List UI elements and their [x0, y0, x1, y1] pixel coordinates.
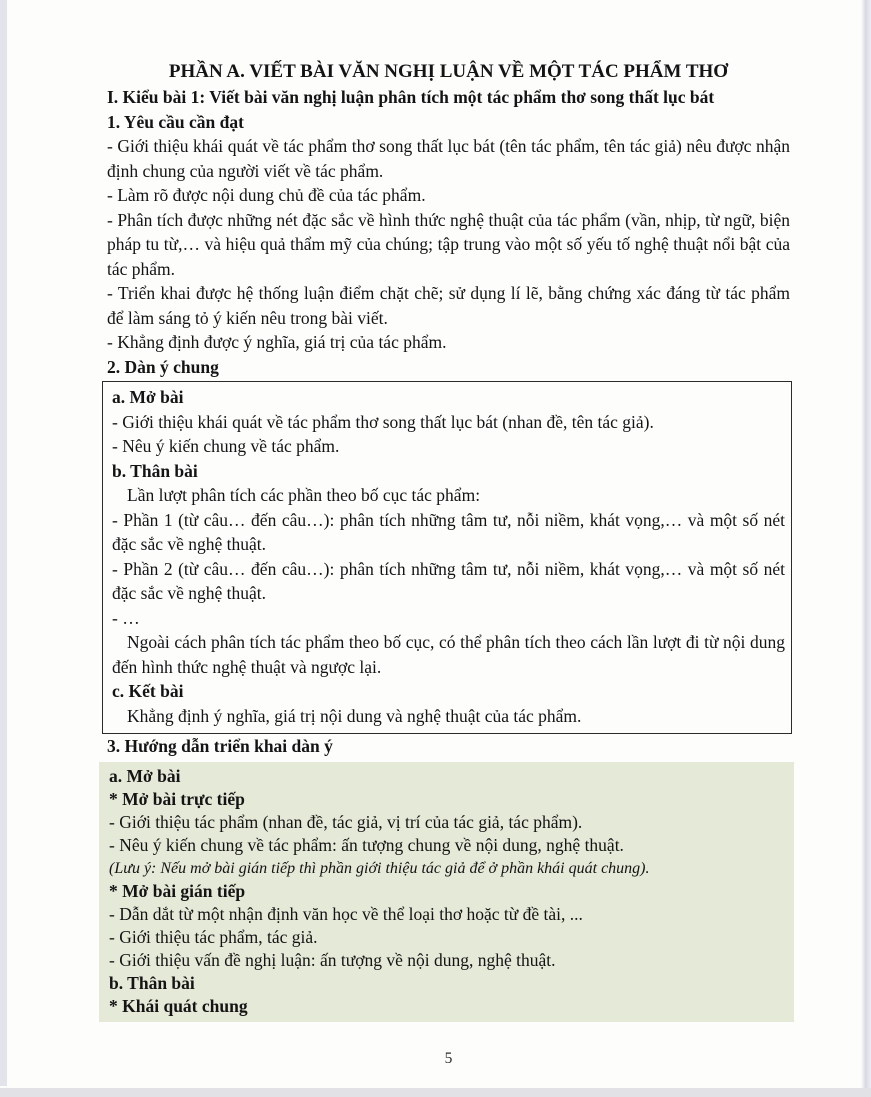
part-title: PHẦN A. VIẾT BÀI VĂN NGHỊ LUẬN VỀ MỘT TÁC PHẨM THƠ [168, 61, 729, 82]
guide-indirect-heading: * Mở bài gián tiếp [109, 880, 246, 901]
page-content [107, 58, 790, 1069]
guide-overview-heading: * Khái quát chung [109, 995, 248, 1016]
outline-body-item: - Phần 1 (từ câu… đến câu…): phân tích những tâm tư, nỗi niềm, khát vọng,… và một số nét đặc sắc về nghệ thuật. [112, 509, 785, 554]
page-edge-right [861, 0, 871, 1097]
requirement-item: - Triển khai được hệ thống luận điểm chặt chẽ; sử dụng lí lẽ, bằng chứng xác đáng từ tác phẩm để làm sáng tỏ ý kiến nêu trong bài viết. [107, 283, 790, 328]
outline-body-item: - Phần 2 (từ câu… đến câu…): phân tích những tâm tư, nỗi niềm, khát vọng,… và một số nét đặc sắc về nghệ thuật. [112, 558, 785, 603]
guide-direct-item: - Nêu ý kiến chung về tác phẩm: ấn tượng chung về nội dung, nghệ thuật. [109, 834, 624, 855]
guide-direct-heading: * Mở bài trực tiếp [109, 788, 245, 809]
guide-note: (Lưu ý: Nếu mở bài gián tiếp thì phần giới thiệu tác giả để ở phần khái quát chung). [109, 859, 650, 877]
section-1-heading: 1. Yêu cầu cần đạt [107, 111, 244, 132]
section-3-heading: 3. Hướng dẫn triển khai dàn ý [107, 736, 333, 756]
guide-indirect-item: - Giới thiệu vấn đề nghị luận: ấn tượng về nội dung, nghệ thuật. [109, 949, 556, 970]
guide-highlight-block [99, 762, 794, 1022]
requirement-item: - Phân tích được những nét đặc sắc về hình thức nghệ thuật của tác phẩm (vần, nhịp, từ ngữ, biện pháp tu từ,… và hiệu quả thẩm mỹ của chúng; tập trung vào một số yếu tố nghệ thuật nổi bật của tác phẩm. [107, 209, 790, 279]
outline-body-item: - … [112, 607, 140, 628]
outline-body-intro: Lần lượt phân tích các phần theo bố cục tác phẩm: [127, 485, 481, 505]
guide-direct-item: - Giới thiệu tác phẩm (nhan đề, tác giả, vị trí của tác giả, tác phẩm). [109, 811, 583, 832]
guide-indirect-item: - Giới thiệu tác phẩm, tác giả. [109, 926, 318, 947]
requirement-item: - Giới thiệu khái quát về tác phẩm thơ song thất lục bát (tên tác phẩm, tên tác giả) nêu được nhận định chung của người viết về tác phẩm. [107, 136, 790, 181]
outline-open-heading: a. Mở bài [112, 387, 184, 407]
requirement-item: - Khẳng định được ý nghĩa, giá trị của tác phẩm. [107, 332, 447, 352]
lesson-type-heading: I. Kiểu bài 1: Viết bài văn nghị luận phân tích một tác phẩm thơ song thất lục bát [107, 87, 715, 107]
section-2-heading: 2. Dàn ý chung [107, 356, 219, 377]
page-number: 5 [444, 1049, 453, 1067]
page-edge-left [0, 0, 7, 1086]
outline-body-note: Ngoài cách phân tích tác phẩm theo bố cục, có thể phân tích theo cách lần lượt đi từ nội dung đến hình thức nghệ thuật và ngược lại. [112, 632, 785, 677]
outline-open-item: - Giới thiệu khái quát về tác phẩm thơ song thất lục bát (nhan đề, tên tác giả). [112, 411, 654, 432]
guide-open-heading: a. Mở bài [109, 765, 181, 786]
outline-body-heading: b. Thân bài [112, 460, 198, 481]
requirement-item: - Làm rõ được nội dung chủ đề của tác phẩm. [107, 185, 426, 205]
outline-close-text: Khẳng định ý nghĩa, giá trị nội dung và nghệ thuật của tác phẩm. [127, 705, 582, 726]
outline-open-item: - Nêu ý kiến chung về tác phẩm. [112, 436, 340, 456]
outline-close-heading: c. Kết bài [112, 681, 184, 701]
page-edge-bottom [0, 1088, 871, 1097]
guide-body-heading: b. Thân bài [109, 972, 195, 993]
outline-box [102, 381, 792, 734]
guide-indirect-item: - Dẫn dắt từ một nhận định văn học về thể loại thơ hoặc từ đề tài, ... [109, 903, 583, 924]
